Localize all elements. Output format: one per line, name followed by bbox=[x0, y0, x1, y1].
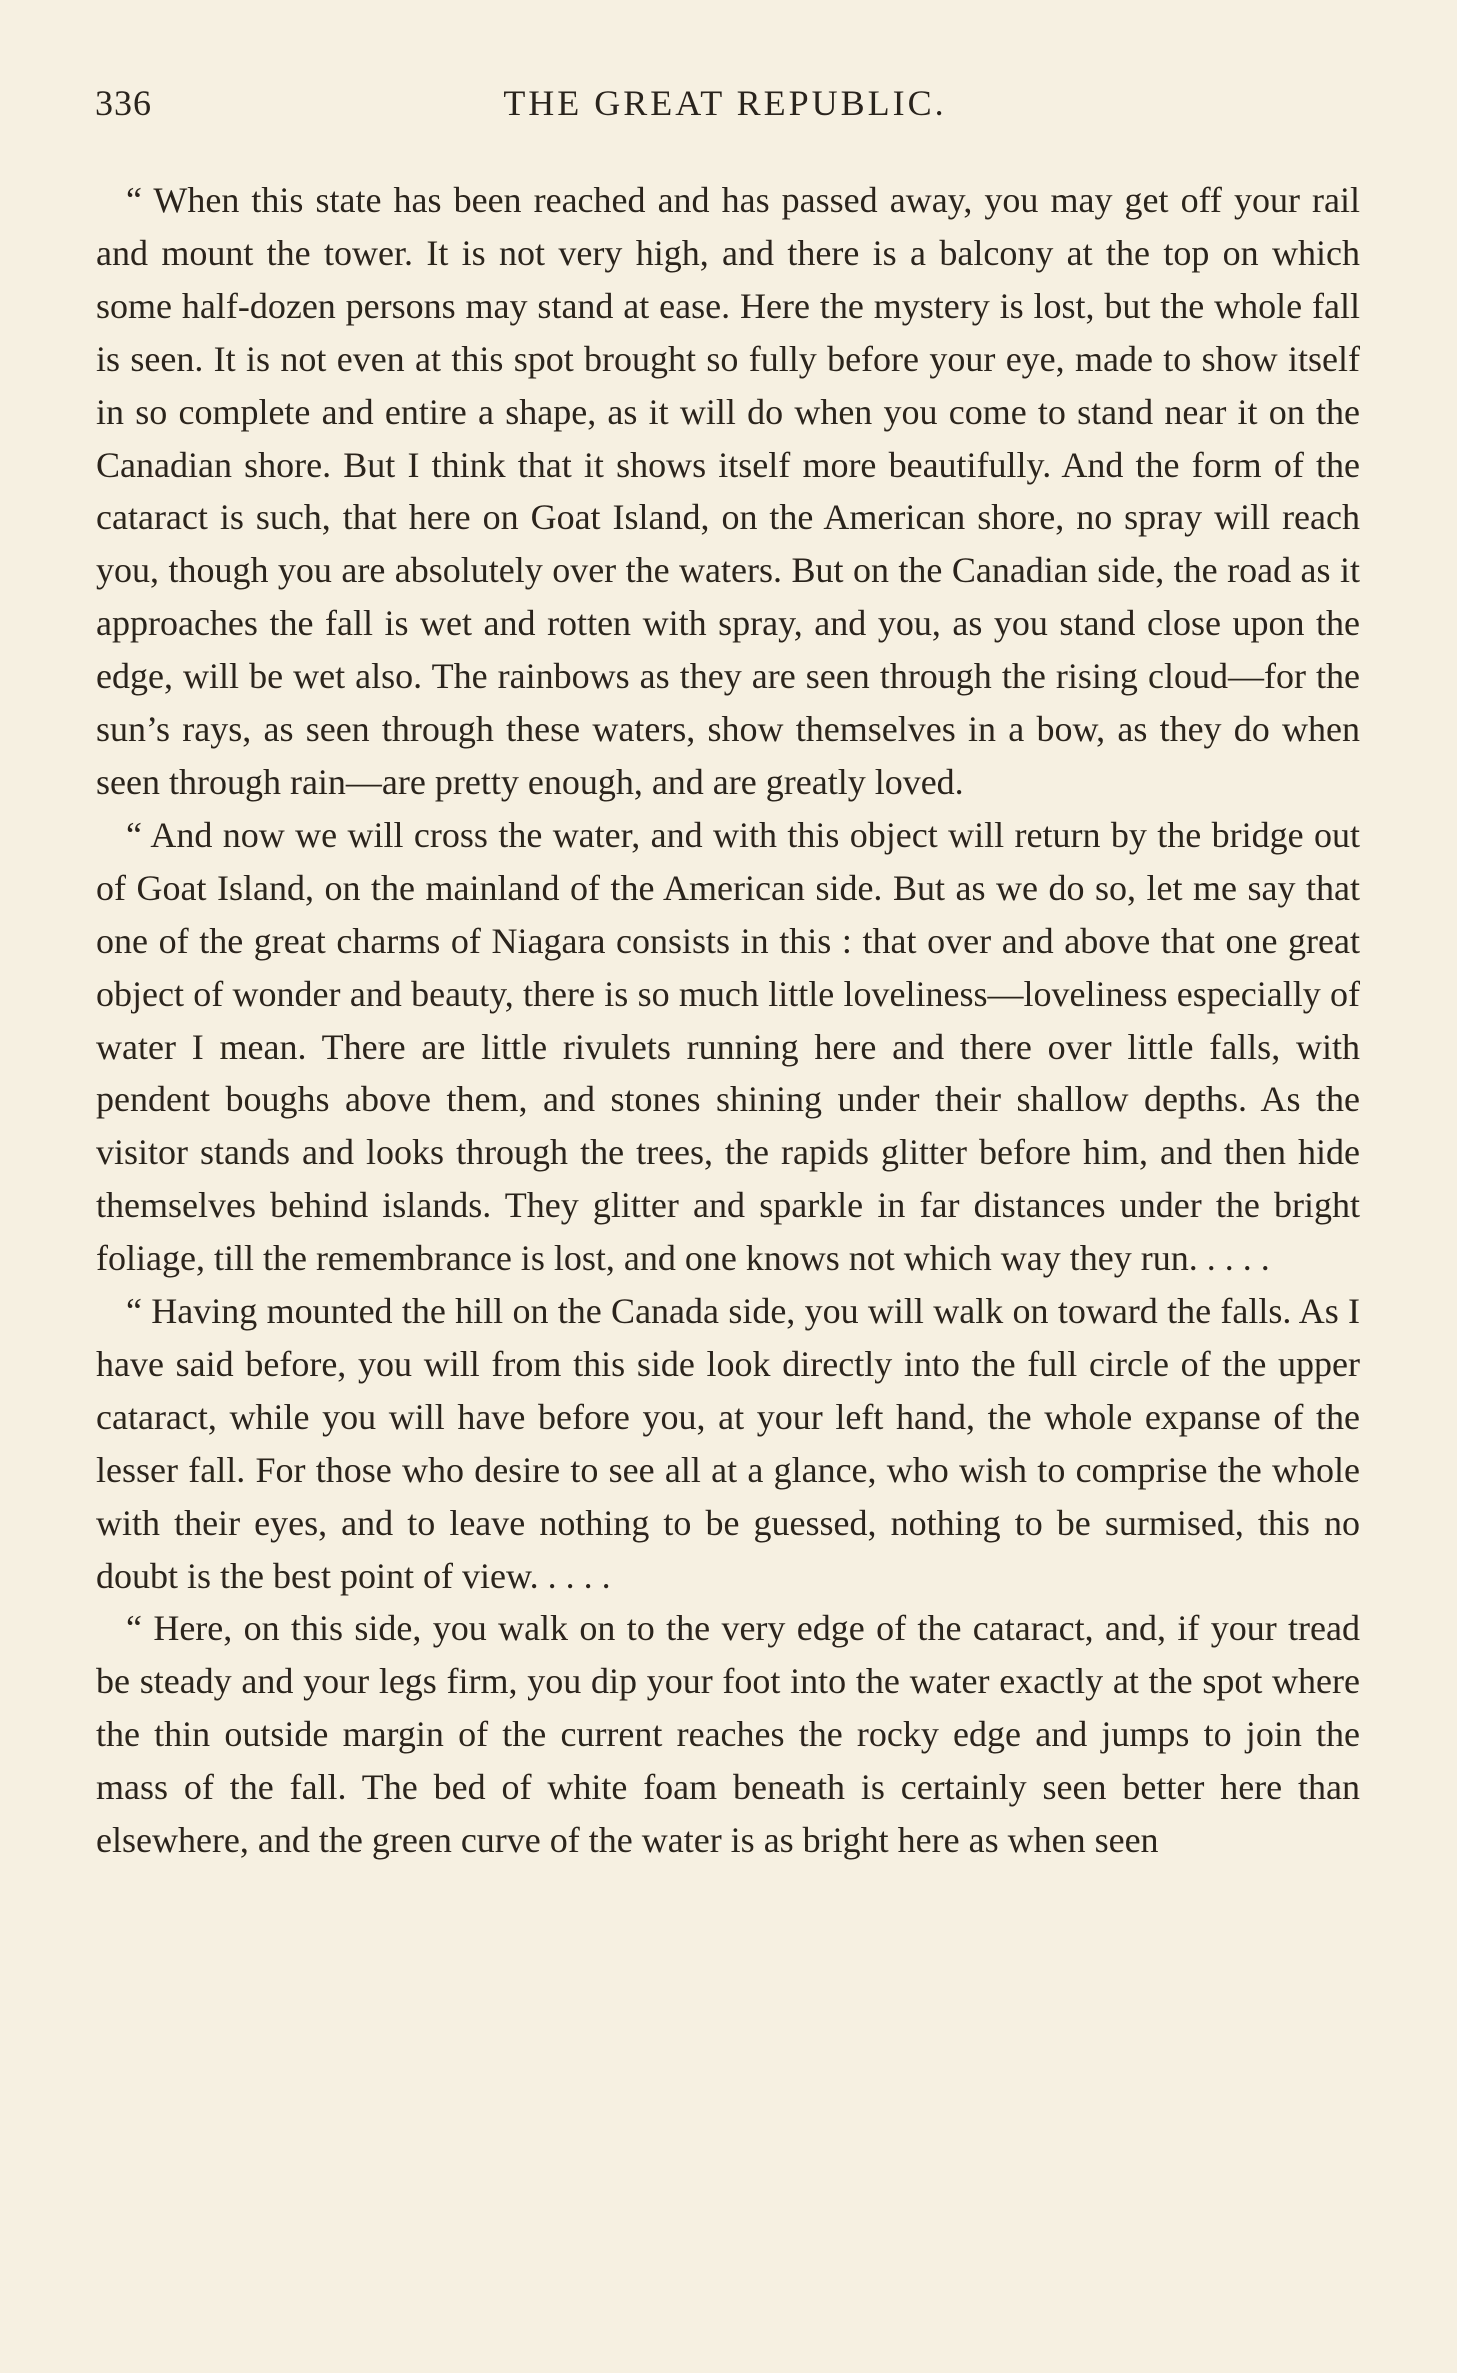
page-header bbox=[95, 82, 1355, 132]
paragraph: “ When this state has been reached and has passed away, you may get off your rail and mount the tower. It is not very high, and there is a balcony at the top on which some half-dozen persons may stand at ease. Here the mystery is lost, but the whole fall is seen. It is not even at this spot brought so fully before your eye, made to show itself in so complete and entire a shape, as it will do when you come to stand near it on the Canadian shore. But I think that it shows itself more beautifully. And the form of the cataract is such, that here on Goat Island, on the American shore, no spray will reach you, though you are absolutely over the waters. But on the Canadian side, the road as it approaches the fall is wet and rotten with spray, and you, as you stand close upon the edge, will be wet also. The rainbows as they are seen through the rising cloud—for the sun’s rays, as seen through these waters, show themselves in a bow, as they do when seen through rain—are pretty enough, and are greatly loved. bbox=[96, 180, 1360, 802]
running-head: THE GREAT REPUBLIC. bbox=[503, 83, 947, 123]
paragraph: “ Here, on this side, you walk on to the very edge of the cataract, and, if your tread be steady and your legs firm, you dip your foot into the water exactly at the spot where the thin outside margin of the current reaches the rocky edge and jumps to join the mass of the fall. The bed of white foam beneath is certainly seen better here than elsewhere, and the green curve of the water is as bright here as when seen bbox=[96, 1608, 1360, 1861]
paragraph: “ Having mounted the hill on the Canada side, you will walk on toward the falls. As I have said before, you will from this side look directly into the full circle of the upper cataract, while you will have before you, at your left hand, the whole expanse of the lesser fall. For those who desire to see all at a glance, who wish to comprise the whole with their eyes, and to leave nothing to be guessed, nothing to be surmised, this no doubt is the best point of view. . . . . bbox=[96, 1291, 1360, 1596]
body-text bbox=[96, 174, 1360, 1867]
paragraph: “ And now we will cross the water, and with this object will return by the bridge out of Goat Island, on the mainland of the American side. But as we do so, let me say that one of the great charms of Niagara consists in this : that over and above that one great object of wonder and beauty, there is so much little loveliness—loveliness especially of water I mean. There are little rivulets running here and there over little falls, with pendent boughs above them, and stones shining under their shallow depths. As the visitor stands and looks through the trees, the rapids glitter before him, and then hide themselves behind islands. They glitter and sparkle in far distances under the bright foliage, till the remembrance is lost, and one knows not which way they run. . . . . bbox=[96, 814, 1360, 1279]
page-number: 336 bbox=[95, 83, 152, 123]
